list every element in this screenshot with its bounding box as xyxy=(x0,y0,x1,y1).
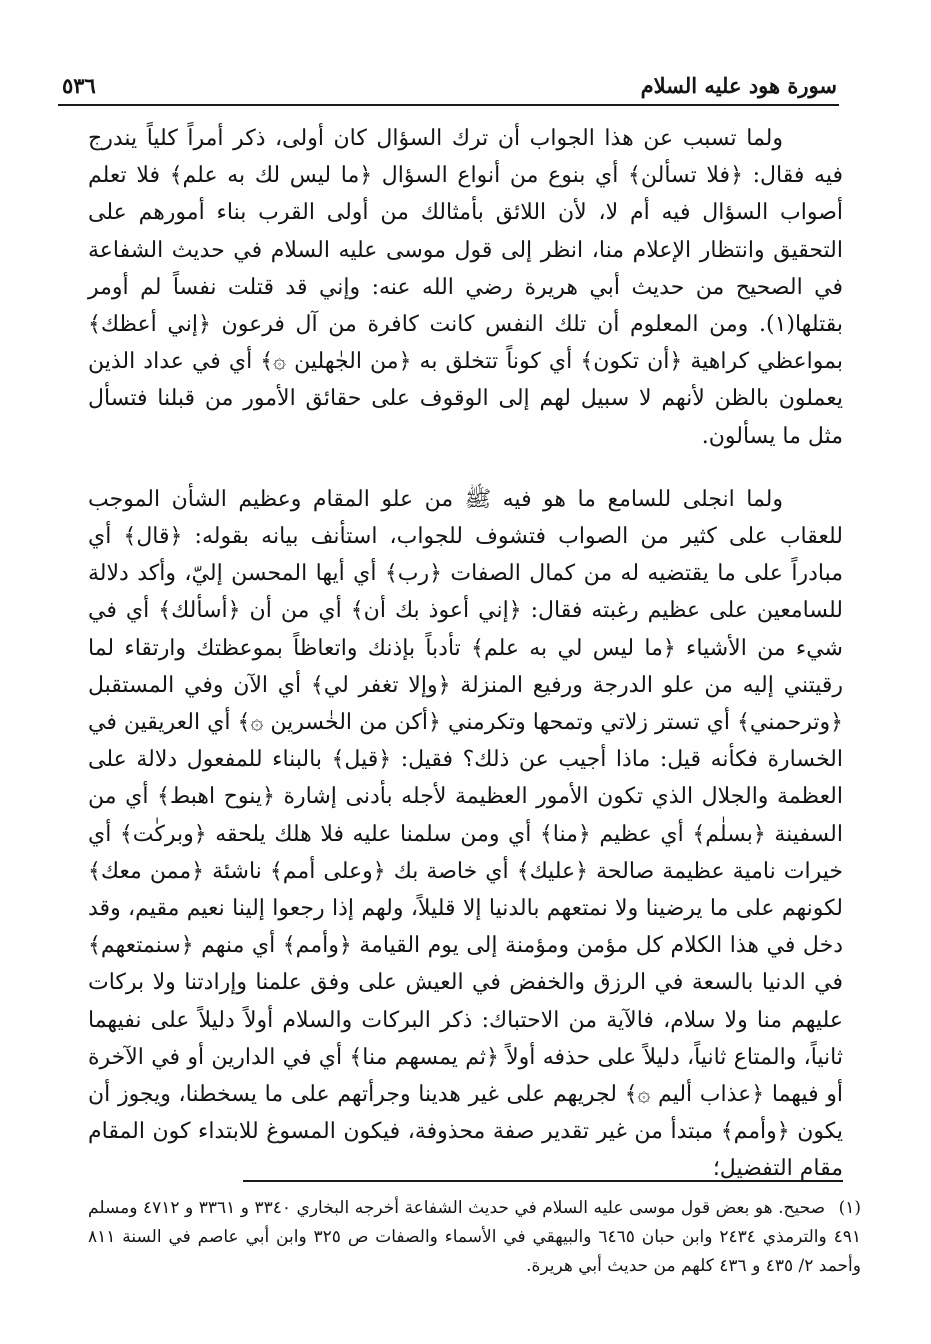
footnote xyxy=(88,1194,861,1281)
running-title: سورة هود عليه السلام xyxy=(640,73,837,98)
page-header xyxy=(58,58,839,106)
footnote-marker: (١) xyxy=(838,1198,861,1218)
footnote-separator xyxy=(243,1180,843,1182)
main-text xyxy=(88,120,843,1188)
page-number: ٥٣٦ xyxy=(62,73,96,98)
footnote-text: صحيح. هو بعض قول موسى عليه السلام في حديث الشفاعة أخرجه البخاري ٣٣٤٠ و ٣٣٦١ و ٤٧١٢ ومسلم ٤٩١ والترمذي ٢٤٣٤ وابن حبان ٦٤٦٥ والبيهقي في الأسماء والصفات ص ٣٢٥ وابن أبي عاصم في السنة ٨١١ وأحمد ٢/ ٤٣٥ و ٤٣٦ كلهم من حديث أبي هريرة. xyxy=(88,1198,862,1276)
paragraph: ولما تسبب عن هذا الجواب أن ترك السؤال كان أولى، ذكر أمراً كلياً يندرج فيه فقال: ﴿فلا تسألن﴾ أي بنوع من أنواع السؤال ﴿ما ليس لك به علم﴾ فلا تعلم أصواب السؤال فيه أم لا، لأن اللائق بأمثالك من أولى القرب بناء أمورهم على التحقيق وانتظار الإعلام منا، انظر إلى قول موسى عليه السلام في حديث الشفاعة في الصحيح من حديث أبي هريرة رضي الله عنه: وإني قد قتلت نفساً لم أومر بقتلها(١). ومن المعلوم أن تلك النفس كانت كافرة من آل فرعون ﴿إني أعظك﴾ بمواعظي كراهية ﴿أن تكون﴾ أي كوناً تتخلق به ﴿من الجٰهلين ۞﴾ أي في عداد الذين يعملون بالظن لأنهم لا سبيل لهم إلى الوقوف على حقائق الأمور من قبلنا فتسأل مثل ما يسألون. xyxy=(88,126,843,449)
paragraph: ولما انجلى للسامع ما هو فيه ﷺ من علو المقام وعظيم الشأن الموجب للعقاب على كثير من الصواب فتشوف للجواب، استأنف بيانه بقوله: ﴿قال﴾ أي مبادراً على ما يقتضيه له من كمال الصفات ﴿رب﴾ أي أيها المحسن إليّ، وأكد دلالة للسامعين على عظيم رغبته فقال: ﴿إني أعوذ بك أن﴾ أي من أن ﴿أسألك﴾ أي في شيء من الأشياء ﴿ما ليس لي به علم﴾ تأدباً بإذنك واتعاظاً بموعظتك وارتقاء لما رقيتني إليه من علو الدرجة ورفيع المنزلة ﴿وإلا تغفر لي﴾ أي الآن وفي المستقبل ﴿وترحمني﴾ أي تستر زلاتي وتمحها وتكرمني ﴿أكن من الخٰسرين ۞﴾ أي العريقين في الخسارة فكأنه قيل: ماذا أجيب عن ذلك؟ فقيل: ﴿قيل﴾ بالبناء للمفعول دلالة على العظمة والجلال الذي تكون الأمور العظيمة لأجله بأدنى إشارة ﴿ينوح اهبط﴾ أي من السفينة ﴿بسلٰم﴾ أي عظيم ﴿منا﴾ أي ومن سلمنا عليه فلا هلك يلحقه ﴿وبركٰت﴾ أي خيرات نامية عظيمة صالحة ﴿عليك﴾ أي خاصة بك ﴿وعلى أمم﴾ ناشئة ﴿ممن معك﴾ لكونهم على ما يرضينا ولا نمتعهم بالدنيا إلا قليلاً، ولهم إذا رجعوا إلينا نعيم مقيم، وقد دخل في هذا الكلام كل مؤمن ومؤمنة إلى يوم القيامة ﴿وأمم﴾ أي منهم ﴿سنمتعهم﴾ في الدنيا بالسعة في الرزق والخفض في العيش على وفق علمنا وإرادتنا ولا بركات عليهم منا ولا سلام، فالآية من الاحتباك: ذكر البركات والسلام أولاً دليلاً على نفيهما ثانياً، والمتاع ثانياً، دليلاً على حذفه أولاً ﴿ثم يمسهم منا﴾ أي في الدارين أو في الآخرة أو فيهما ﴿عذاب أليم ۞﴾ لجريهم على غير هدينا وجرأتهم على ما يسخطنا، ويجوز أن يكون ﴿وأمم﴾ مبتدأ من غير تقدير صفة محذوفة، فيكون المسوغ للابتداء كون المقام مقام التفضيل؛ xyxy=(88,486,844,1182)
